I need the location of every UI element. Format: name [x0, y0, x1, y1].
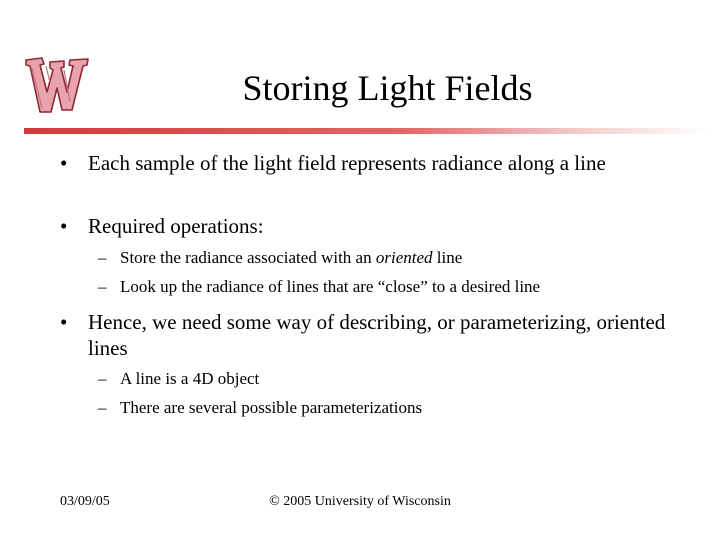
sub-bullet-text-end: line: [432, 248, 463, 267]
emphasis-text: oriented: [375, 248, 433, 267]
bullet-text: Each sample of the light field represents radiance along a line: [88, 151, 606, 175]
slide-title: Storing Light Fields: [242, 68, 533, 108]
dash-icon: –: [98, 369, 107, 388]
sub-bullet-text-start: Store the radiance associated with an: [120, 248, 376, 267]
bullet-icon: •: [60, 151, 68, 175]
sub-bullet-text: A line is a 4D object: [120, 369, 260, 388]
bullet-item: [60, 309, 680, 361]
bullet-item: [60, 213, 680, 239]
dash-icon: –: [98, 398, 107, 417]
sub-bullet-item: [98, 247, 678, 269]
dash-icon: –: [98, 248, 107, 267]
bullet-text: Required operations:: [88, 214, 264, 238]
uw-logo-icon: [20, 52, 94, 118]
sub-bullet-item: [98, 368, 678, 390]
sub-bullet-item: [98, 397, 678, 419]
bullet-icon: •: [60, 310, 68, 334]
footer-date: 03/09/05: [60, 494, 110, 509]
sub-bullet-text: Look up the radiance of lines that are “close” to a desired line: [120, 277, 541, 296]
dash-icon: –: [98, 277, 107, 296]
bullet-item: [60, 150, 680, 176]
bullet-text: Hence, we need some way of describing, or parameterizing, oriented lines: [88, 310, 666, 360]
bullet-icon: •: [60, 214, 68, 238]
sub-bullet-text: There are several possible parameterizations: [120, 398, 423, 417]
footer-copyright: © 2005 University of Wisconsin: [269, 494, 451, 509]
sub-bullet-text: [120, 247, 678, 269]
title-underline: [24, 128, 710, 134]
sub-bullet-item: [98, 276, 678, 298]
